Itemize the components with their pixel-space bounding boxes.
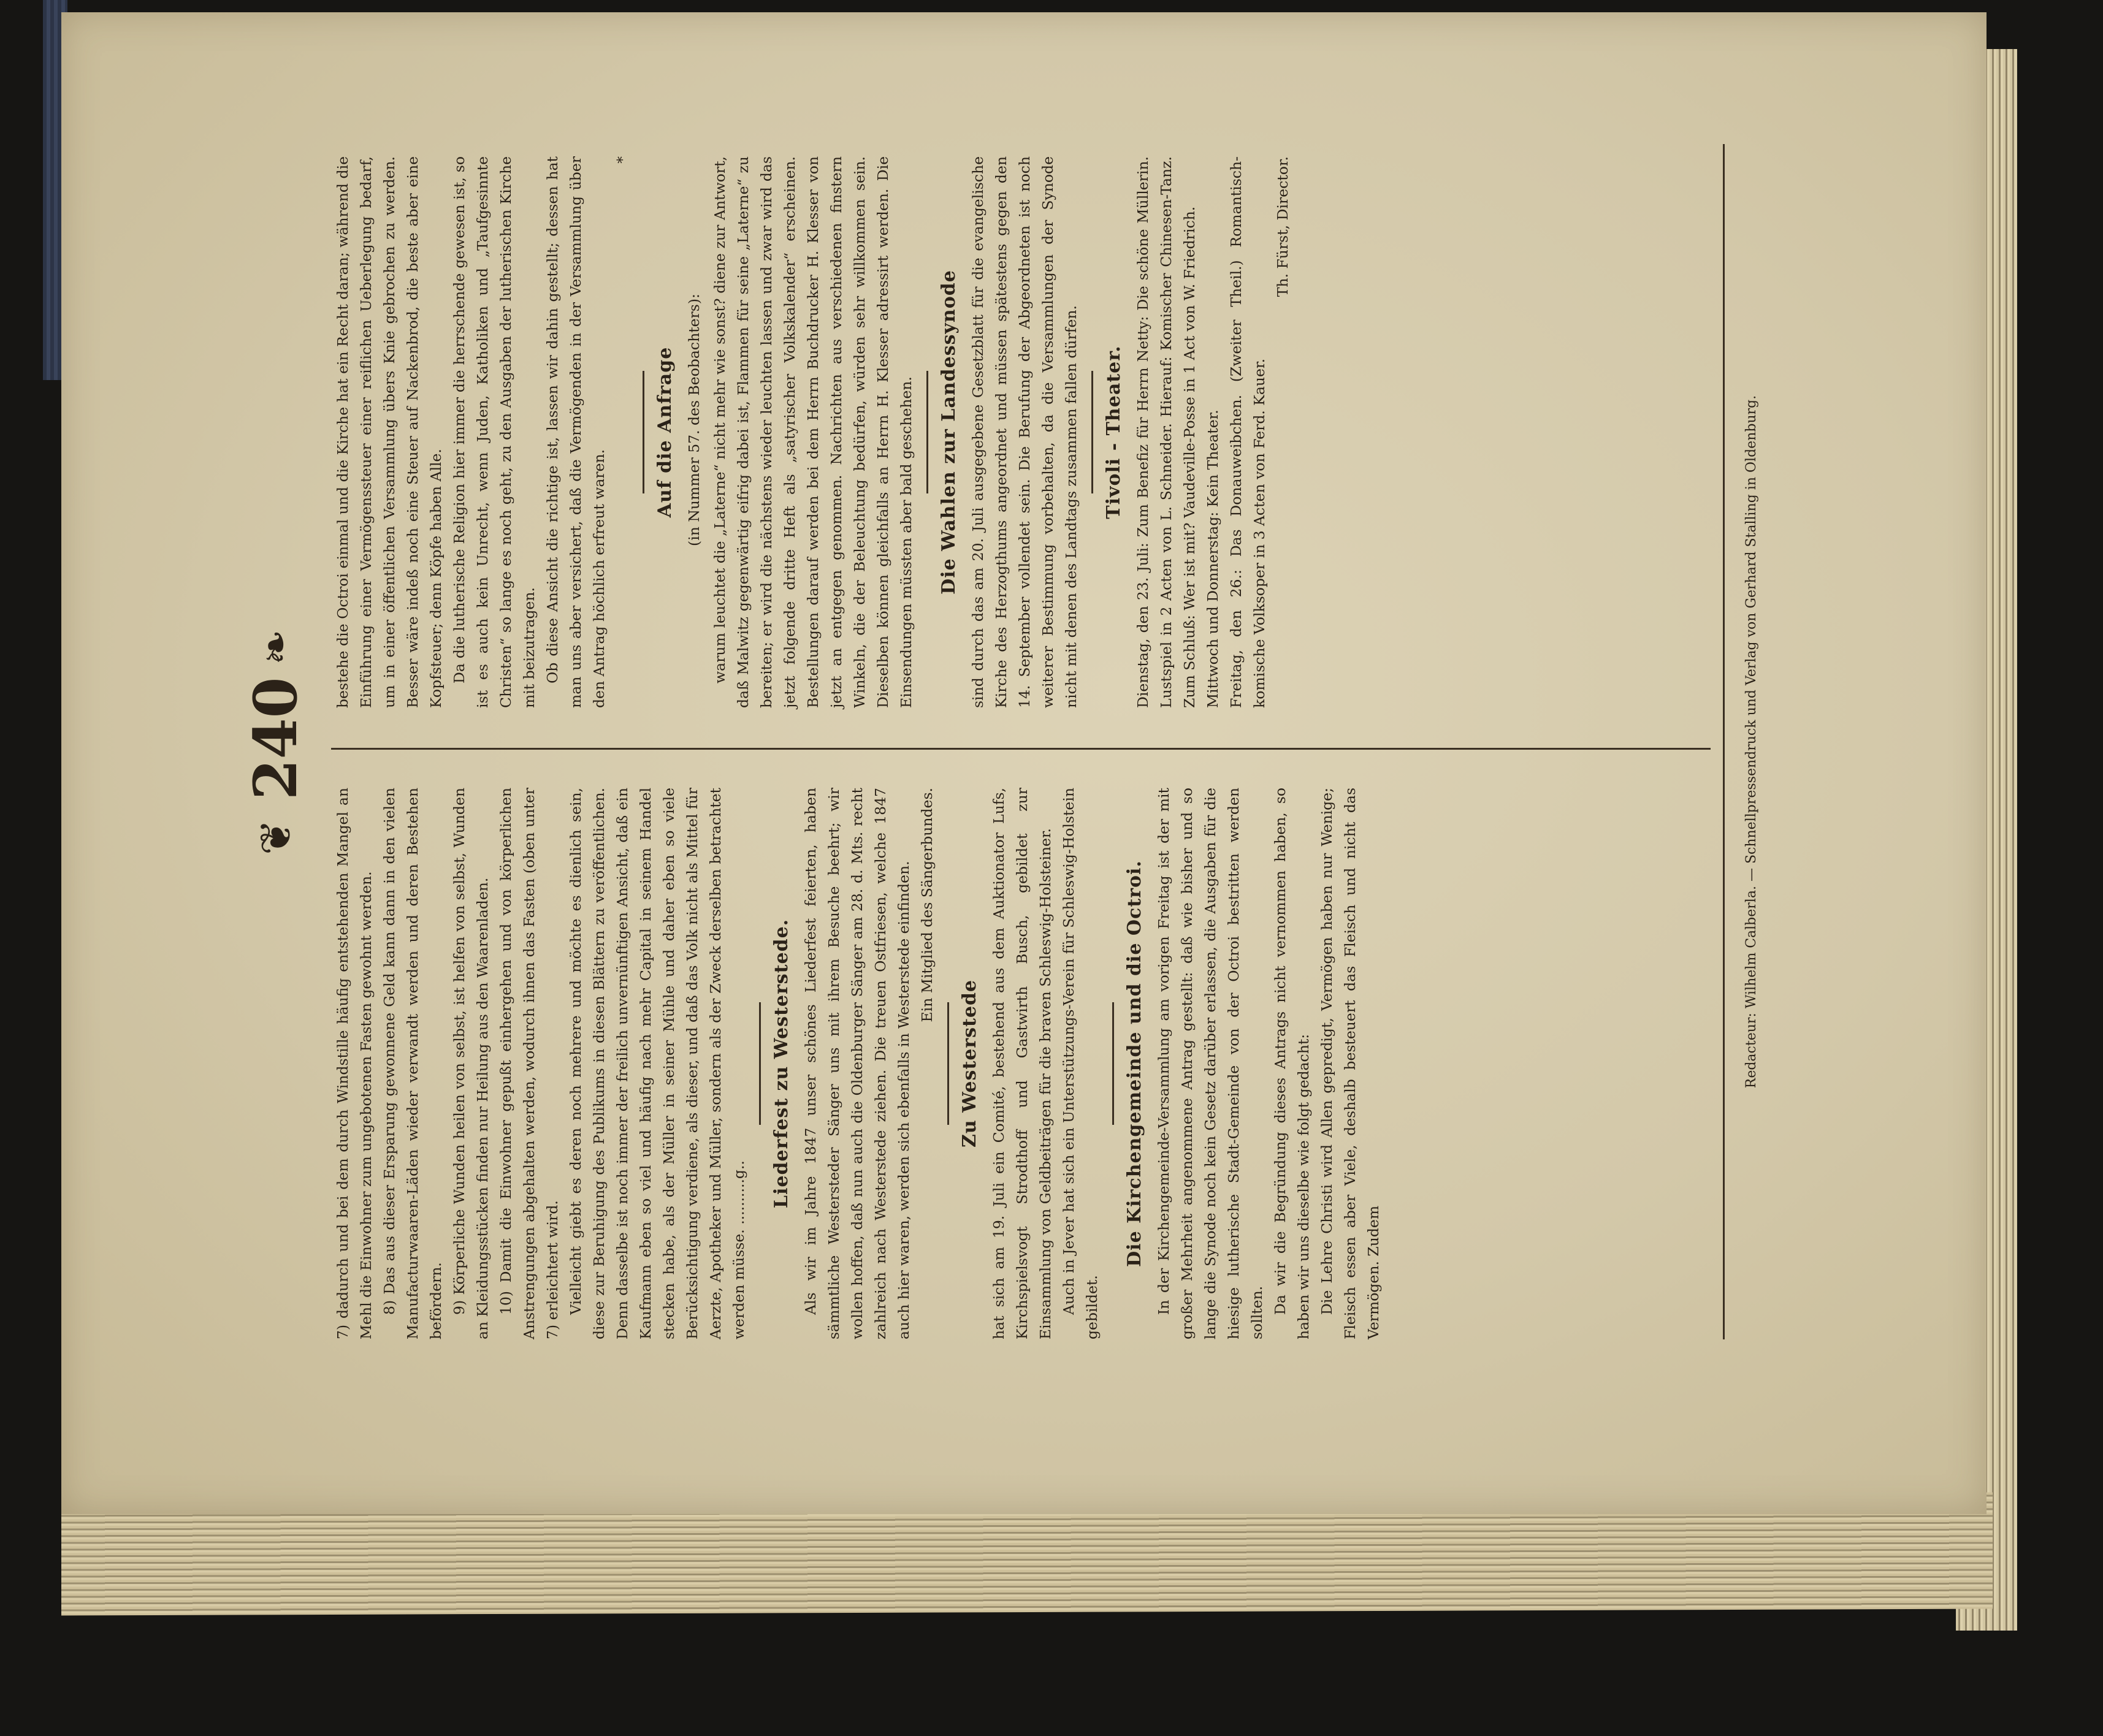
wahlen-text: sind durch das am 20. Juli ausgegebene Gesetzblatt für die evangelische Kirche des Herzogthums angeordnet und müssen spätestens gegen den 14. September vollendet sein. Die Berufung der Abgeordneten ist noch weiterer Bestimmung vorbehalten, da die Versammlungen der Synode nicht mit denen des Landtags zusammen fallen dürfen. [969, 156, 1080, 708]
left-column [331, 788, 1385, 1339]
tivoli-programme-line: Freitag, den 26.: Das Donauweibchen. (Zweiter Theil.) Romantisch-komische Volksoper in 3 Acten von Ferd. Kauer. [1227, 156, 1268, 708]
ornament-right-icon: ❧ [251, 629, 301, 665]
press-line: — Schnellpressendruck und Verlag von Gerhard Stalling in Oldenburg. [1744, 395, 1759, 882]
anfrage-subheading: (in Nummer 57. des Beobachters): [685, 294, 703, 546]
octroi-text: Da die lutherische Religion hier immer die herrschende gewesen ist, so ist es auch kein Unrecht, wenn Juden, Katholiken und „Taufgesinnte Christen“ so lange es noch geht, zu den Ausgaben der lutherischen Kirche mit beizutragen. [451, 156, 538, 708]
tivoli-heading: Tivoli - Theater. [1103, 345, 1124, 519]
paragraph: 7) dadurch und bei dem durch Windstille häufig entstehenden Mangel an Mehl die Einwohner zum ungebotenen Fasten gewohnt werden. [334, 788, 375, 1339]
page-number: 240 [241, 677, 310, 800]
octroi-continued-text: bestehe die Octroi einmal und die Kirche hat ein Recht daran; während die Einführung einer Vermögenssteuer einer reiflichen Ueberlegung bedarf, um in einer öffentlichen Versammlung übers Knie gebrochen zu werden. Besser wäre indeß noch eine Steuer auf Nackenbrod, die beste aber eine Kopfsteuer; denn Köpfe haben Alle. [334, 156, 445, 708]
tivoli-signature: Th. Fürst, Director. [1274, 156, 1291, 297]
octroi-text: Ob diese Ansicht die richtige ist, lassen wir dahin gestellt; dessen hat man uns aber versichert, daß die Vermögenden in der Versammlung über den Antrag höchlich erfreut waren. [544, 156, 608, 708]
section-divider [759, 1002, 761, 1125]
paragraph: 8) Das aus dieser Ersparung gewonnene Geld kann dann in den vielen Manufacturwaaren-Läden wieder verwandt werden und deren Bestehen befördern. [381, 788, 445, 1339]
section-divider [643, 371, 644, 493]
imprint-footer [1741, 144, 1762, 1339]
tivoli-programme-line: Dienstag, den 23. Juli: Zum Benefiz für Herrn Netty: Die schöne Müllerin. Lustspiel in 2 Acten von L. Schneider. Hierauf: Komischer Chinesen-Tanz. Zum Schluß: Wer ist mit? Vaudeville-Posse in 1 Act von W. Friedrich. [1134, 156, 1198, 708]
tivoli-programme-line: Mittwoch und Donnerstag: Kein Theater. [1204, 409, 1221, 708]
liederfest-text: Als wir im Jahre 1847 unser schönes Liederfest feierten, haben sämmtliche Westersteder Sänger uns mit ihrem Besuche beehrt; wir wollen hoffen, daß nun auch die Oldenburger Sänger am 28. d. Mts. recht zahlreich nach Westerstede ziehen. Die treuen Ostfriesen, welche 1847 auch hier waren, werden sich ebenfalls in Westerstede einfinden. [802, 788, 912, 1339]
westerstede-heading: Zu Westerstede [959, 979, 980, 1148]
paragraph: Vielleicht giebt es deren noch mehrere und möchte es dienlich sein, diese zur Beruhigung des Publikums in diesen Blättern zu veröffentlichen. Denn dasselbe ist noch immer der freilich unvernünftigen Ansicht, daß ein Kaufmann eben so viel und häufig nach mehr Capital in seinem Handel stecken habe, als der Müller in seiner Mühle und daher eben so viele Berücksichtigung verdiene, als dieser, und daß das Volk nicht als Mittel für Aerzte, Apotheker und Müller, sondern als der Zweck derselben betrachtet werden müsse. ..........g.. [567, 788, 747, 1339]
ornament-left-icon: ❦ [251, 819, 301, 855]
anfrage-text: warum leuchtet die „Laterne“ nicht mehr wie sonst? diene zur Antwort, daß Malwitz gegenwärtig eifrig dabei ist, Flammen für seine „Laterne“ zu bereiten; er wird die nächstens wieder leuchten lassen und zwar wird das jetzt folgende dritte Heft als „satyrischer Volkskalender“ erscheinen. Bestellungen darauf werden bei dem Herrn Buchdrucker H. Klesser von jetzt an entgegen genommen. Nachrichten aus verschiedenen finstern Winkeln, die der Beleuchtung bedürfen, würden sehr willkommen sein. Dieselben können gleichfalls an Herrn H. Klesser adressirt werden. Die Einsendungen müssten aber bald geschehen. [711, 156, 915, 708]
westerstede-text: hat sich am 19. Juli ein Comité, bestehend aus dem Auktionator Lufs, Kirchspielsvogt Strodthoff und Gastwirth Busch, gebildet zur Einsammlung von Geldbeiträgen für die braven Schleswig-Holsteiner. [990, 788, 1054, 1339]
column-rule [331, 748, 1711, 750]
rotated-text-frame [241, 144, 1870, 1339]
kirchengemeinde-text: Die Lehre Christi wird Allen gepredigt, Vermögen haben nur Wenige; Fleisch essen aber Viele, deshalb besteuert das Fleisch und nicht das Vermögen. Zudem [1318, 788, 1382, 1339]
editor-line: Redacteur: Wilhelm Calberla. [1744, 886, 1759, 1089]
wahlen-heading: Die Wahlen zur Landessynode [938, 270, 960, 595]
section-divider [1091, 371, 1093, 493]
liederfest-heading: Liederfest zu Westerstede. [771, 918, 792, 1209]
right-column [331, 156, 1294, 708]
kirchengemeinde-text: Da wir die Begründung dieses Antrags nicht vernommen haben, so haben wir uns dieselbe wie folgt gedacht: [1272, 788, 1312, 1339]
paragraph: 9) Körperliche Wunden heilen von selbst, ist helfen von selbst, Wunden an Kleidungsstücken finden nur Heilung aus den Waarenladen. [451, 788, 491, 1339]
paragraph: 10) Damit die Einwohner gepußt einhergehen und von körperlichen Anstrengungen abgehalten werden, wodurch ihnen das Fasten (oben unter 7) erleichtert wird. [497, 788, 561, 1339]
section-divider [1112, 1002, 1114, 1125]
page-header [241, 144, 313, 1339]
anfrage-heading: Auf die Anfrage [654, 346, 676, 518]
footer-rule [1723, 144, 1725, 1339]
book-page [61, 12, 1987, 1514]
liederfest-signature: Ein Mitglied des Sängerbundes. [918, 788, 936, 1022]
author-mark: * [614, 156, 631, 164]
section-divider [947, 1002, 949, 1125]
jever-text: Auch in Jever hat sich ein Unterstützungs-Verein für Schleswig-Holstein gebildet. [1060, 788, 1101, 1339]
kirchengemeinde-heading: Die Kirchengemeinde und die Octroi. [1124, 860, 1145, 1267]
section-divider [926, 371, 928, 493]
kirchengemeinde-text: In der Kirchengemeinde-Versammlung am vorigen Freitag ist der mit großer Mehrheit angenommene Antrag gestellt: daß wie bisher und so lange die Synode noch kein Gesetz darüber erlassen, die Ausgaben für die hiesige lutherische Stadt-Gemeinde von der Octroi bestritten werden sollten. [1155, 788, 1265, 1339]
